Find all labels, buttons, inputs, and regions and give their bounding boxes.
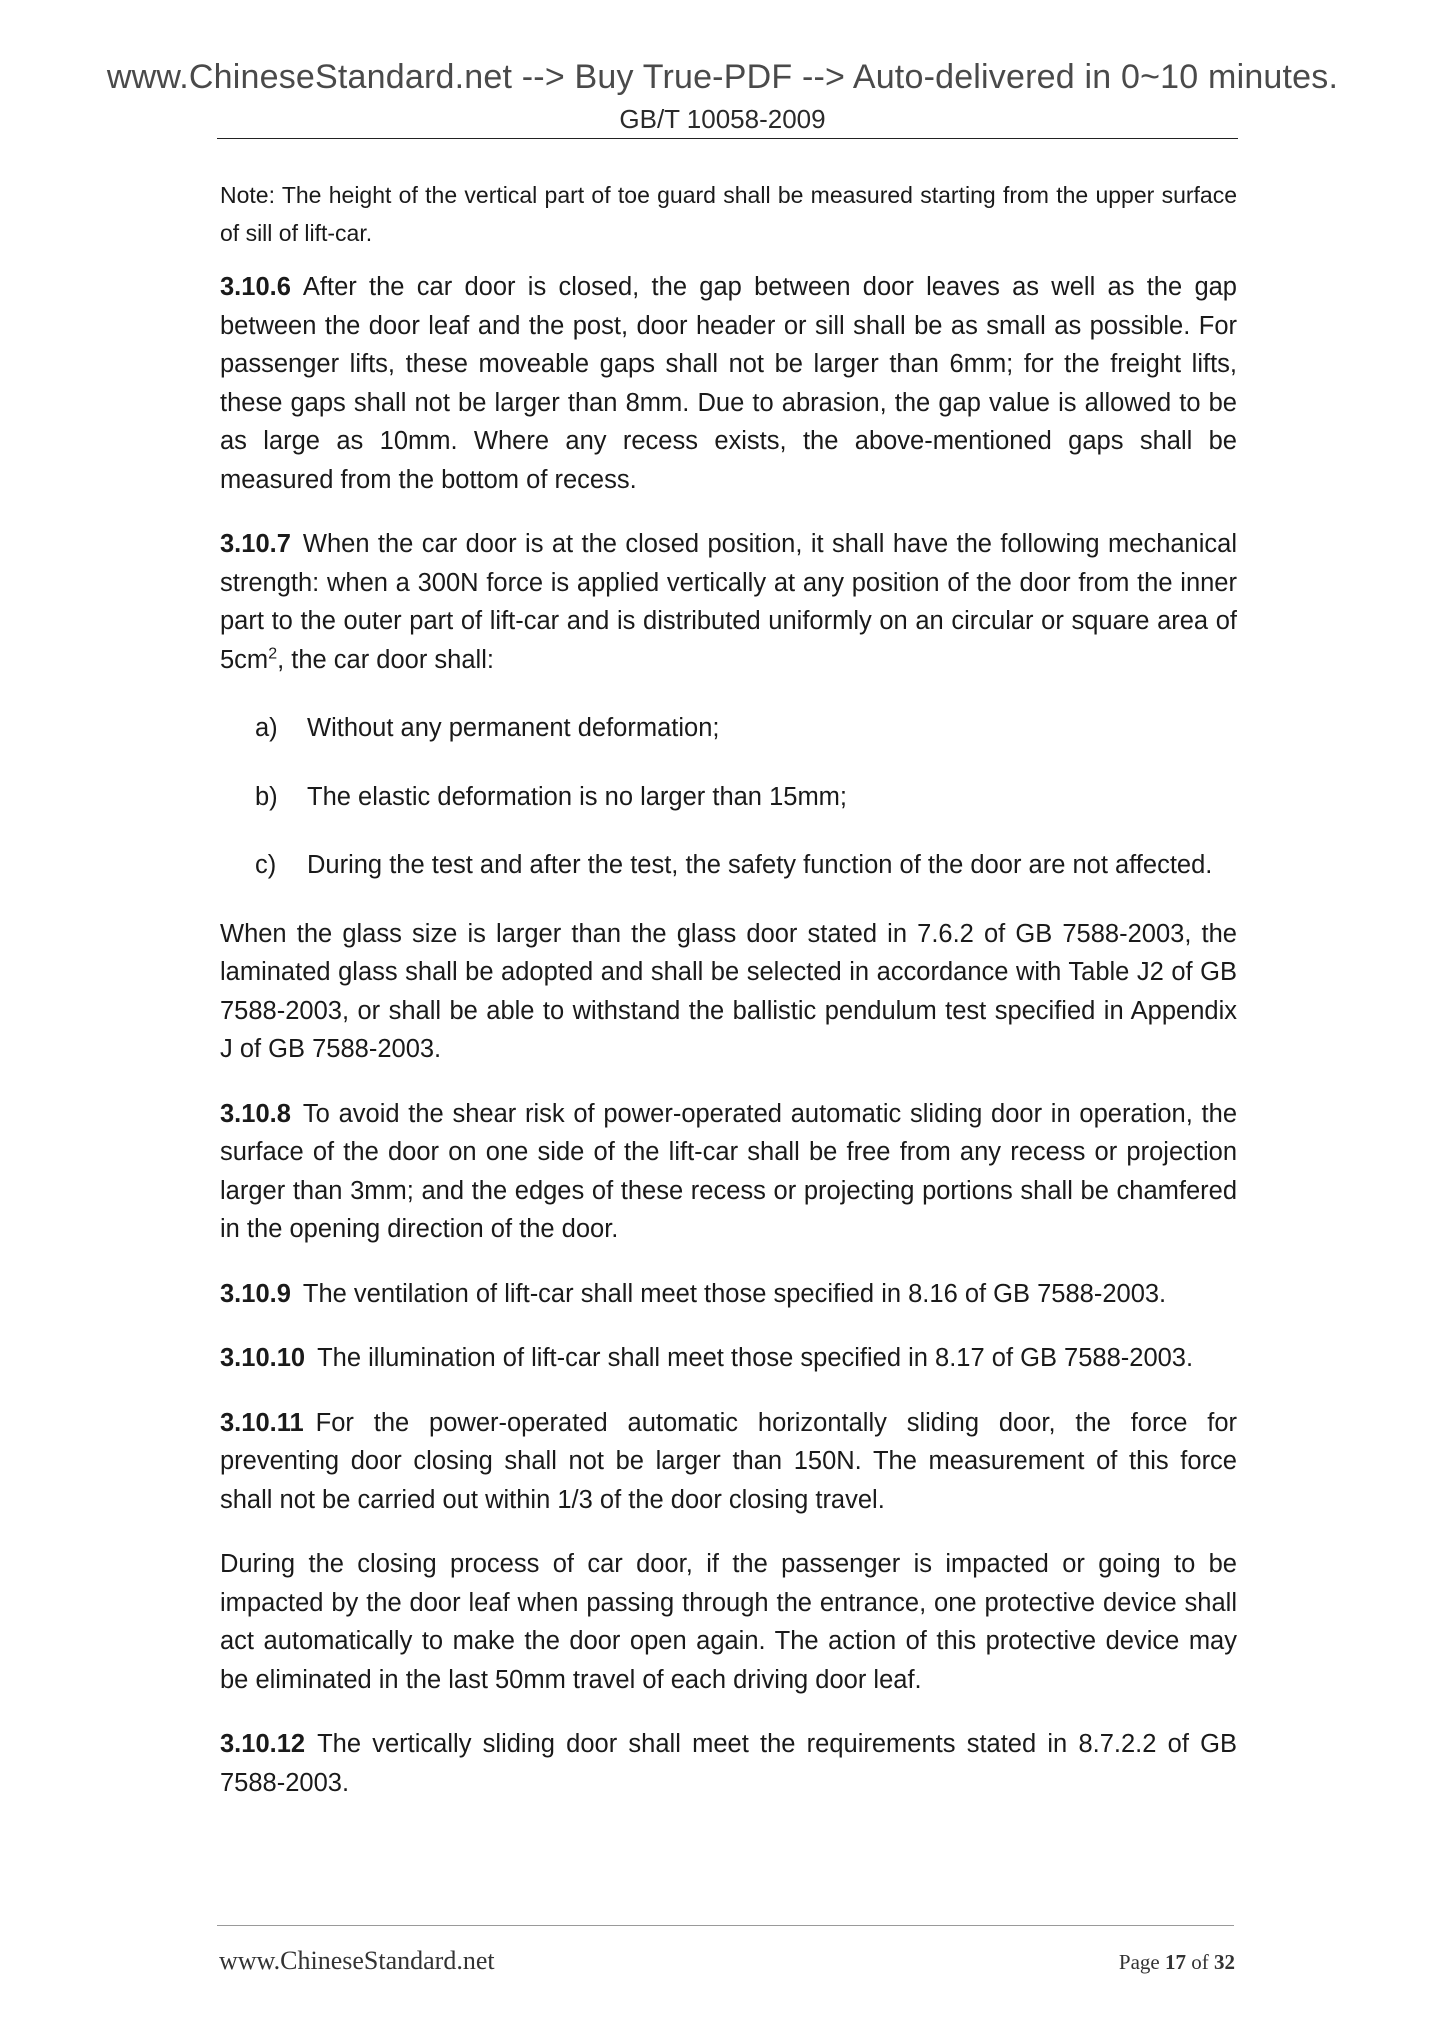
page-label: Page — [1118, 1950, 1160, 1974]
list-text: Without any permanent deformation; — [307, 714, 720, 742]
clause-3-10-11-para2: During the closing process of car door, if the passenger is impacted or going to be impacted by the door leaf when passing through the entrance, one protective device shall act automatically to make the door open again. The action of this protective device may be eliminated in the last 50mm travel of each driving door leaf. — [220, 1550, 1237, 1694]
list-text: The elastic deformation is no larger than 15mm; — [307, 782, 848, 811]
list-marker: a) — [255, 714, 278, 742]
clause-text: To avoid the shear risk of power-operated automatic sliding door in operation, the surface of the door on one side of the lift-car shall be free from any recess or projection larger than 3mm; and the edges of these recess or projecting portions shall be chamfered in the opening direction of the door. — [220, 1099, 1237, 1243]
clause-text: For the power-operated automatic horizontally sliding door, the force for preventing door closing shall not be larger than 150N. The measurement of this force shall not be carried out within 1/3 of the door closing travel. — [220, 1408, 1237, 1514]
clause-3-10-8 — [220, 1095, 1237, 1249]
clause-number: 3.10.12 — [220, 1730, 306, 1758]
clause-3-10-11 — [220, 1404, 1237, 1520]
page-total: 32 — [1214, 1950, 1235, 1974]
list-item — [220, 846, 1237, 885]
footer-divider — [217, 1925, 1234, 1926]
clause-3-10-12 — [220, 1725, 1237, 1802]
glass-paragraph: When the glass size is larger than the glass door stated in 7.6.2 of GB 7588-2003, the laminated glass shall be adopted and shall be selected in accordance with Table J2 of GB 7588-2003, or shall be able to withstand the ballistic pendulum test specified in Appendix J of GB 7588-2003. — [220, 919, 1237, 1063]
list-item — [220, 778, 1237, 817]
page-current: 17 — [1165, 1950, 1186, 1974]
clause-number: 3.10.10 — [220, 1344, 306, 1372]
clause-number: 3.10.7 — [220, 530, 291, 558]
footer-website-link[interactable]: www.ChineseStandard.net — [219, 1946, 495, 1975]
list-marker: c) — [255, 851, 277, 879]
clause-3-10-7 — [220, 525, 1237, 679]
standard-code: GB/T 10058-2009 — [619, 104, 826, 134]
clause-number: 3.10.6 — [220, 273, 291, 301]
page-of: of — [1191, 1950, 1209, 1974]
list-text: During the test and after the test, the safety function of the door are not affected. — [307, 851, 1213, 879]
clause-text-end: , the car door shall: — [277, 645, 494, 674]
clause-3-10-9 — [220, 1275, 1237, 1314]
clause-text: The vertically sliding door shall meet the requirements stated in 8.7.2.2 of GB 7588-2003. — [220, 1730, 1237, 1797]
header-banner-link[interactable]: www.ChineseStandard.net --> Buy True-PDF --> Auto-delivered in 0~10 minutes. — [106, 58, 1339, 96]
clause-number: 3.10.11 — [220, 1408, 304, 1437]
clause-text: After the car door is closed, the gap between door leaves as well as the gap between the door leaf and the post, door header or sill shall be as small as possible. For passenger lifts, these moveable gaps shall not be larger than 6mm; for the freight lifts, these gaps shall not be larger than 8mm. Due to abrasion, the gap value is allowed to be as large as 10mm. Where any recess exists, the above-mentioned gaps shall be measured from the bottom of recess. — [220, 273, 1237, 494]
document-body — [220, 176, 1237, 1828]
clause-text: The illumination of lift-car shall meet those specified in 8.17 of GB 7588-2003. — [317, 1344, 1194, 1372]
clause-text: The ventilation of lift-car shall meet those specified in 8.16 of GB 7588-2003. — [302, 1279, 1167, 1308]
page-number — [1119, 1950, 1235, 1975]
clause-number: 3.10.9 — [220, 1279, 291, 1308]
superscript: 2 — [268, 645, 278, 662]
clause-3-10-6 — [220, 268, 1237, 499]
clause-text: When the car door is at the closed position, it shall have the following mechanical strength: when a 300N force is applied vertically at any position of the door from the inner part to the outer part of lift-car and is distributed uniformly on an circular or square area of 5cm — [220, 530, 1237, 674]
clause-3-10-10 — [220, 1339, 1237, 1378]
header-divider — [217, 138, 1238, 139]
list-marker: b) — [255, 782, 278, 811]
list-item — [220, 709, 1237, 748]
requirement-list — [220, 709, 1237, 885]
clause-number: 3.10.8 — [220, 1099, 291, 1128]
note-paragraph: Note: The height of the vertical part of toe guard shall be measured starting from the upper surface of sill of lift-car. — [220, 182, 1237, 246]
